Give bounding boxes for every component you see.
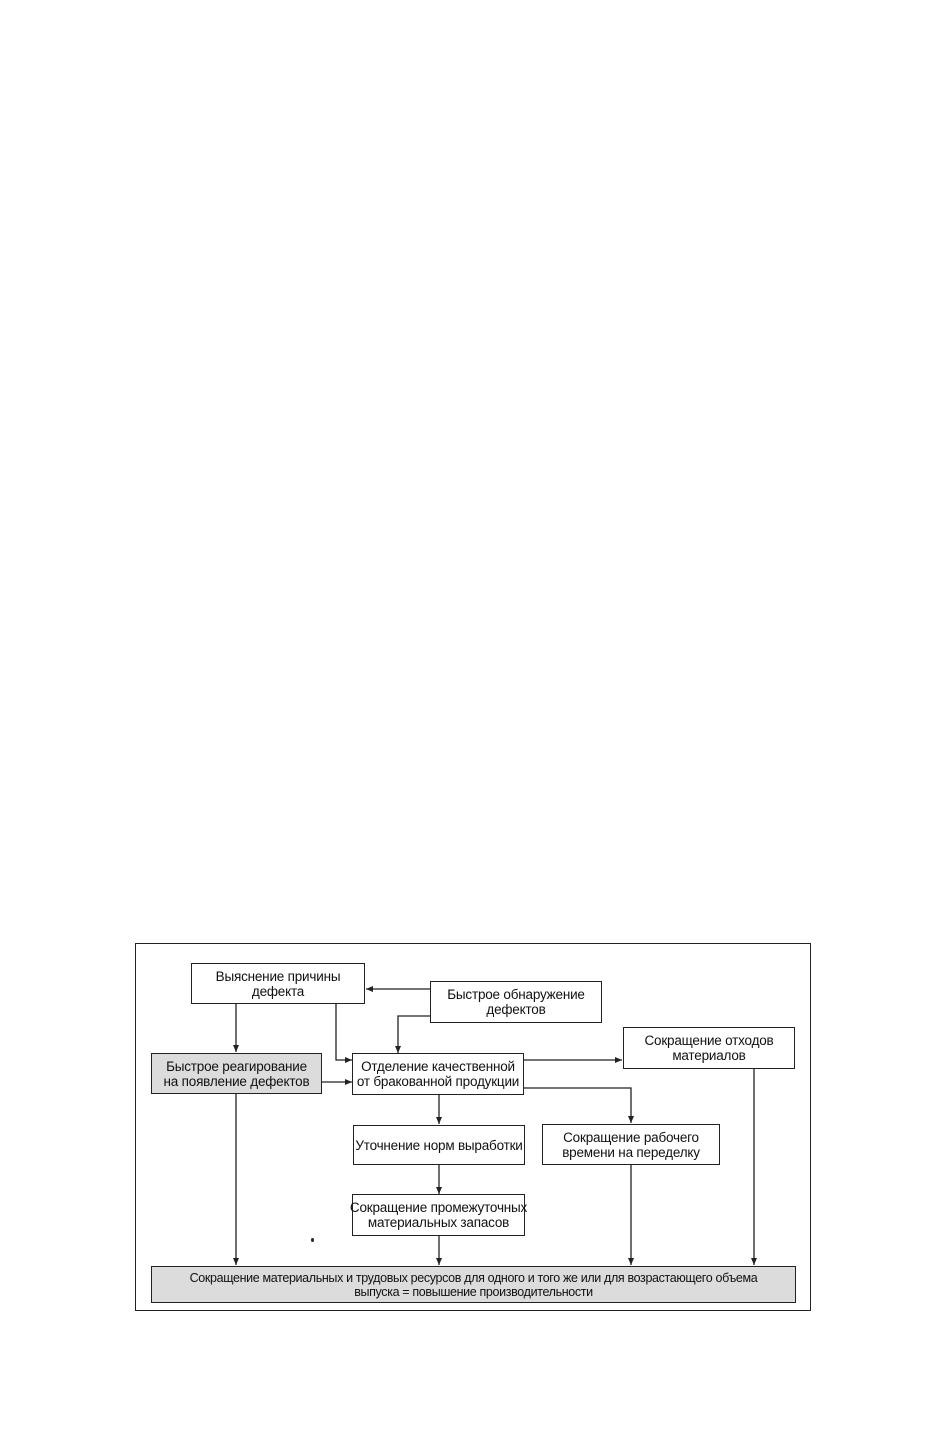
node-result-line1: Сокращение материальных и трудовых ресурсов для одного и того же или для возрастающего объема — [189, 1270, 758, 1285]
node-separation — [352, 1053, 524, 1095]
node-separation-line1: Отделение качественной — [361, 1059, 515, 1074]
node-stock — [349, 1194, 528, 1236]
node-cause-line2: дефекта — [251, 983, 305, 999]
node-stock-line2: материальных запасов — [367, 1215, 510, 1230]
node-reaction-line2: на появление дефектов — [163, 1073, 310, 1089]
node-reaction — [151, 1053, 322, 1094]
node-waste-line2: материалов — [672, 1048, 746, 1063]
node-detection — [430, 981, 602, 1023]
node-rework-line1: Сокращение рабочего — [563, 1129, 699, 1145]
node-rework — [542, 1124, 720, 1165]
node-result — [151, 1266, 796, 1303]
node-rework-line2: времени на переделку — [562, 1144, 700, 1160]
node-detection-line1: Быстрое обнаружение — [447, 987, 585, 1002]
node-norms-line1: Уточнение норм выработки — [355, 1137, 523, 1153]
node-waste — [623, 1027, 795, 1069]
node-cause-line1: Выяснение причины — [215, 968, 341, 984]
stray-mark — [311, 1238, 314, 1242]
node-cause — [191, 963, 365, 1004]
node-result-line2: выпуска = повышение производительности — [354, 1284, 593, 1299]
node-separation-line2: от бракованной продукции — [356, 1074, 520, 1089]
node-reaction-line1: Быстрое реагирование — [166, 1058, 307, 1074]
node-norms — [353, 1125, 525, 1165]
node-detection-line2: дефектов — [486, 1002, 546, 1017]
node-stock-line1: Сокращение промежуточных — [349, 1200, 528, 1215]
node-waste-line1: Сокращение отходов — [644, 1033, 774, 1048]
